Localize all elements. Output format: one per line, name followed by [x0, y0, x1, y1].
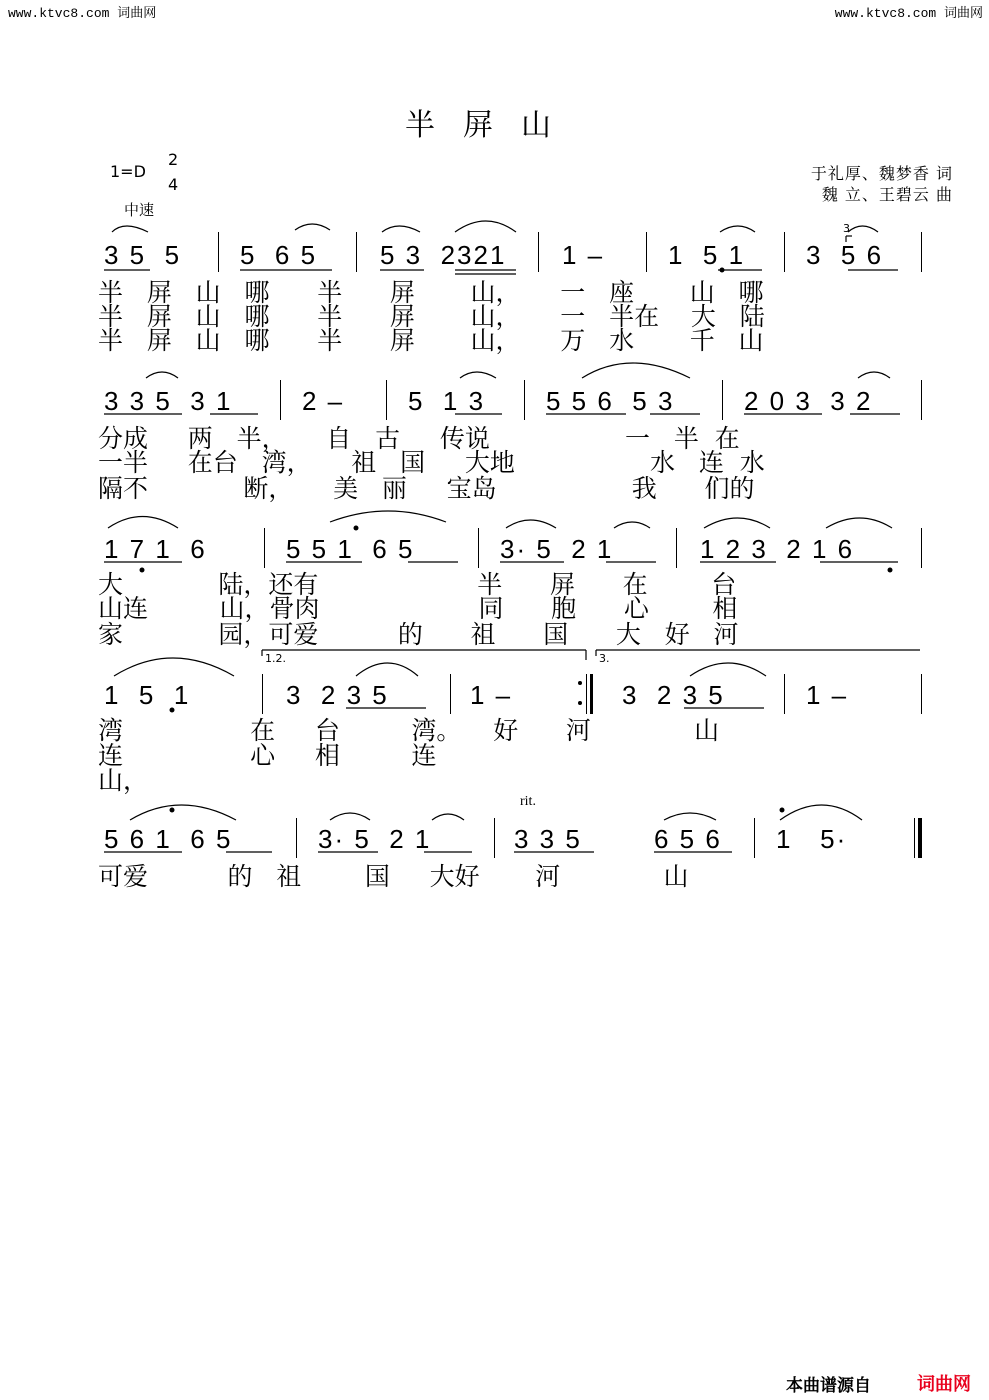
triplet-marker: 3 — [843, 222, 850, 235]
measure-notes: 3 2 3 5 — [622, 680, 725, 710]
repeat-barline — [590, 674, 593, 714]
lyric-line: 连 心 相 连 — [98, 741, 437, 770]
barline — [524, 380, 525, 420]
lyric-line: 半 屏 山 哪 半 屏 山， 一 半在 大 陆 — [98, 302, 765, 331]
measure-notes: 5 1 3 — [408, 386, 486, 416]
barline — [538, 232, 539, 272]
header-left: www.ktvc8.com 词曲网 — [8, 6, 157, 21]
footer-source-label: 本曲谱源自 — [786, 1376, 871, 1396]
barline — [921, 528, 922, 568]
barline — [646, 232, 647, 272]
measure-notes: 3 3 5 — [514, 824, 582, 854]
measure-notes: 6 5 6 — [654, 824, 722, 854]
measure-notes: 1 – — [470, 680, 513, 710]
measure-notes: 5 5 6 5 3 — [546, 386, 675, 416]
lyric-line: 半 屏 山 哪 半 屏 山， 万 水 千 山 — [98, 326, 764, 355]
measure-notes: 1 5· — [776, 824, 848, 854]
barline — [921, 674, 922, 714]
barline — [676, 528, 677, 568]
barline — [386, 380, 387, 420]
measure-notes: 1 – — [806, 680, 849, 710]
measure-notes: 1 2 3 2 1 6 — [700, 534, 855, 564]
measure-notes: 5 3 2321 — [380, 240, 507, 270]
barline — [262, 674, 263, 714]
final-barline — [914, 818, 915, 858]
time-signature-bottom: 4 — [168, 175, 179, 194]
footer-brand-logo[interactable]: 词曲网 — [917, 1374, 971, 1395]
volta-first: 1.2. — [265, 652, 286, 665]
lyric-line: 可爱 的 祖 国 大好 河 山 — [98, 862, 689, 891]
barline — [280, 380, 281, 420]
barline — [218, 232, 219, 272]
measure-notes: 3 3 5 3 1 — [104, 386, 233, 416]
barline — [494, 818, 495, 858]
ritardando-marking: rit. — [520, 794, 536, 809]
measure-notes: 1 5 1 — [668, 240, 746, 270]
lyric-line: 大 陆，还有 半 屏 在 台 — [98, 570, 737, 599]
measure-notes: 2 0 3 3 2 — [744, 386, 873, 416]
measure-notes: 2 – — [302, 386, 345, 416]
measure-notes: 3 2 3 5 — [286, 680, 389, 710]
lyricist-credit: 于礼厚、魏梦香 词 — [810, 164, 953, 183]
barline — [264, 528, 265, 568]
barline — [722, 380, 723, 420]
barline — [921, 380, 922, 420]
key-signature: 1=D — [110, 162, 146, 181]
measure-notes: 3 5 5 — [104, 240, 182, 270]
measure-notes: 1 – — [562, 240, 605, 270]
barline — [784, 232, 785, 272]
barline — [921, 232, 922, 272]
measure-notes: 3· 5 2 1 — [500, 534, 614, 564]
barline — [296, 818, 297, 858]
barline — [754, 818, 755, 858]
barline — [784, 674, 785, 714]
lyric-line: 分成 两 半， 自 古 传说 一 半 在 — [98, 424, 740, 453]
measure-notes: 5 5 1 6 5 — [286, 534, 415, 564]
barline — [478, 528, 479, 568]
measure-notes: 5 6 1 6 5 — [104, 824, 233, 854]
lyric-line: 隔不 断， 美 丽 宝岛 我 们的 — [98, 474, 755, 503]
measure-notes: 3 5 6 — [806, 240, 884, 270]
song-title: 半屏山 — [405, 108, 579, 143]
time-signature-top: 2 — [168, 150, 179, 169]
final-barline — [918, 818, 922, 858]
header-right: www.ktvc8.com 词曲网 — [834, 6, 983, 21]
lyric-line: 一半 在台 湾， 祖 国 大地 水 连 水 — [98, 448, 765, 477]
composer-credit: 魏 立、王碧云 曲 — [821, 185, 953, 204]
tempo-marking: 中速 — [124, 201, 155, 219]
measure-notes: 5 6 5 — [240, 240, 318, 270]
lyric-line: 家 园，可爱 的 祖 国 大 好 河 — [98, 620, 739, 649]
barline — [356, 232, 357, 272]
measure-notes: 3· 5 2 1 — [318, 824, 432, 854]
repeat-barline — [586, 674, 587, 714]
lyric-line: 湾 在 台 湾。 好 河 山 — [98, 716, 720, 745]
volta-third: 3. — [599, 652, 610, 665]
lyric-line: 山， — [98, 766, 149, 795]
lyric-line: 半 屏 山 哪 半 屏 山， 一 座 山 哪 — [98, 278, 764, 307]
measure-notes: 1 7 1 6 — [104, 534, 207, 564]
measure-notes: 1 5 1 — [104, 680, 191, 710]
barline — [450, 674, 451, 714]
lyric-line: 山连 山，骨肉 同 胞 心 相 — [98, 594, 738, 623]
